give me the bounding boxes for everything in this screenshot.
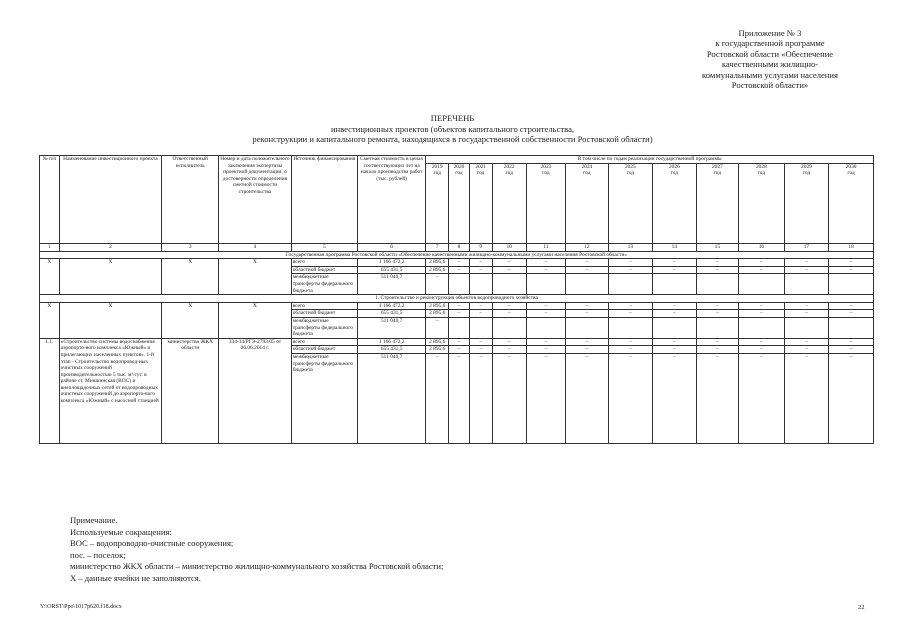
cell-x: Х	[59, 302, 162, 338]
cell-dash: –	[829, 346, 874, 354]
appendix-block	[675, 28, 865, 90]
col-number: 2	[59, 243, 162, 251]
col-number: 11	[526, 243, 565, 251]
cell-dash: –	[829, 302, 874, 310]
cell-dash: –	[608, 338, 653, 346]
col-number: 15	[696, 243, 738, 251]
header-year: 2030 год	[829, 163, 874, 243]
cell-dash: –	[449, 302, 470, 310]
col-number: 7	[426, 243, 449, 251]
cell-dash: –	[449, 266, 470, 274]
header-num: № п/п	[40, 156, 60, 244]
header-year: 2024 год	[566, 163, 608, 243]
cell-dash: –	[426, 317, 449, 338]
cell-dash: –	[526, 266, 565, 274]
cell-cost: 511 040,7	[357, 353, 425, 443]
cell-dash: –	[526, 302, 565, 310]
cell-x: Х	[59, 259, 162, 295]
appendix-line: к государственной программе	[715, 38, 825, 49]
cell-dash: –	[739, 310, 785, 318]
cell-x: Х	[40, 259, 60, 295]
cell-dash: –	[469, 259, 492, 267]
note-line: Используемые сокращения:	[70, 526, 172, 537]
item-expertise: 334-14/РГЭ-2793/05 от 06.06.2014 г.	[219, 338, 292, 443]
cell-dash: –	[449, 353, 470, 443]
cell-dash: –	[526, 353, 565, 443]
header-year: 2022 год	[492, 163, 526, 243]
cell-dash: –	[566, 310, 608, 318]
cell-dash: –	[739, 266, 785, 274]
cell-2019: 2 895,6	[426, 346, 449, 354]
document-subtitle	[0, 124, 905, 145]
cell-dash: –	[566, 302, 608, 310]
cell-dash: –	[449, 259, 470, 267]
header-expertise: Номер и дата положительного заключения экспертизы проектной документации, о достоверности определения сметной стоимости строительства	[219, 156, 292, 244]
cell-dash: –	[739, 259, 785, 267]
col-number: 18	[829, 243, 874, 251]
col-number: 1	[40, 243, 60, 251]
cell-x: Х	[162, 259, 219, 295]
cell-dash: –	[653, 353, 697, 443]
cell-dash: –	[653, 310, 697, 318]
col-number: 3	[162, 243, 219, 251]
cell-dash: –	[492, 310, 526, 318]
col-number: 6	[357, 243, 425, 251]
note-line: министерство ЖКХ области – министерство жилищно-коммунального хозяйства Ростовской области;	[70, 561, 444, 572]
table-row	[40, 259, 874, 267]
appendix-line: коммунальными услугами населения	[702, 69, 838, 80]
cell-x: Х	[162, 302, 219, 338]
cell-dash: –	[784, 310, 829, 318]
cell-dash: –	[608, 346, 653, 354]
cell-source: межбюджетные трансферты федерального бюджета	[291, 353, 357, 443]
cell-dash: –	[696, 338, 738, 346]
cell-dash: –	[608, 353, 653, 443]
cell-cost: 1 166 472,2	[357, 338, 425, 346]
cell-dash: –	[469, 338, 492, 346]
cell-2019: 2 895,6	[426, 259, 449, 267]
cell-dash: –	[469, 346, 492, 354]
section-sub-row: 1. Строительство и реконструкция объектов водопроводного хозяйства	[40, 295, 874, 303]
cell-dash: –	[469, 310, 492, 318]
header-year: 2029 год	[784, 163, 829, 243]
cell-dash: –	[469, 266, 492, 274]
header-executor: Ответственный исполнитель	[162, 156, 219, 244]
appendix-line: качественными жилищно-	[721, 59, 819, 70]
cell-dash: –	[566, 353, 608, 443]
cell-cost: 511 040,7	[357, 317, 425, 338]
col-number: 9	[469, 243, 492, 251]
cell-dash: –	[829, 353, 874, 443]
cell-dash: –	[526, 338, 565, 346]
cell-dash: –	[492, 266, 526, 274]
cell-dash: –	[449, 310, 470, 318]
cell-dash: –	[653, 266, 697, 274]
footer-file-path: Y:\ORST\Ppo\1017p620.f18.docx	[40, 604, 122, 610]
cell-dash: –	[696, 302, 738, 310]
cell-source: областной бюджет	[291, 310, 357, 318]
cell-dash: –	[653, 346, 697, 354]
section-program-row: Государственная программа Ростовской области «Обеспечение качественными жилищно-коммунальными услугами населения Ростовской области»	[40, 251, 874, 259]
cell-dash: –	[829, 266, 874, 274]
note-line: Х – данные ячейки не заполняются.	[70, 572, 201, 583]
header-year: 2025 год	[608, 163, 653, 243]
subtitle-line: реконструкции и капитального ремонта, находящихся в государственной собственности Ростовской области)	[252, 134, 653, 145]
cell-dash: –	[653, 302, 697, 310]
cell-dash: –	[449, 346, 470, 354]
appendix-line: Приложение № 3	[738, 28, 802, 38]
header-year: 2023 год	[526, 163, 565, 243]
col-number: 13	[608, 243, 653, 251]
cell-dash: –	[449, 338, 470, 346]
cell-cost: 511 040,7	[357, 274, 425, 295]
cell-cost: 655 431,5	[357, 266, 425, 274]
cell-dash: –	[469, 353, 492, 443]
cell-dash: –	[566, 338, 608, 346]
cell-dash: –	[526, 259, 565, 267]
cell-dash: –	[653, 338, 697, 346]
notes-block	[70, 515, 443, 585]
note-line: пос. – поселок;	[70, 549, 126, 560]
appendix-line: Ростовской области «Обеспечение	[706, 48, 834, 59]
cell-x: Х	[219, 302, 292, 338]
header-year: 2026 год	[653, 163, 697, 243]
cell-dash: –	[426, 353, 449, 443]
header-year: 2019 год	[426, 163, 449, 243]
cell-dash: –	[829, 310, 874, 318]
cell-dash: –	[784, 302, 829, 310]
col-number: 17	[784, 243, 829, 251]
note-line: ВОС – водопроводно-очистные сооружения;	[70, 538, 234, 549]
item-num: 1.1.	[40, 338, 60, 443]
cell-dash: –	[696, 266, 738, 274]
document-heading: ПЕРЕЧЕНЬ	[430, 113, 475, 123]
header-year: 2028 год	[739, 163, 785, 243]
item-executor: министерство ЖКХ области	[162, 338, 219, 443]
table-row	[40, 302, 874, 310]
cell-dash: –	[784, 259, 829, 267]
cell-dash: –	[784, 266, 829, 274]
cell-dash: –	[739, 338, 785, 346]
note-line: Примечание.	[70, 515, 118, 525]
col-number: 8	[449, 243, 470, 251]
cell-dash: –	[696, 259, 738, 267]
cell-dash: –	[696, 310, 738, 318]
cell-source: межбюджетные трансферты федерального бюджета	[291, 274, 357, 295]
cell-dash: –	[426, 274, 449, 295]
cell-dash: –	[696, 346, 738, 354]
cell-dash: –	[696, 353, 738, 443]
cell-cost: 655 431,5	[357, 346, 425, 354]
cell-source: всего	[291, 302, 357, 310]
header-name: Наименование инвестиционного проекта	[59, 156, 162, 244]
cell-dash: –	[526, 310, 565, 318]
cell-dash: –	[526, 346, 565, 354]
cell-dash: –	[739, 302, 785, 310]
cell-source: всего	[291, 338, 357, 346]
cell-dash: –	[492, 302, 526, 310]
subtitle-line: инвестиционных проектов (объектов капитального строительства,	[330, 124, 575, 134]
cell-dash: –	[784, 353, 829, 443]
header-years-group: В том числе по годам реализации государственной программы	[426, 156, 874, 164]
cell-dash: –	[608, 259, 653, 267]
page-number: 22	[858, 604, 865, 611]
header-year: 2021 год	[469, 163, 492, 243]
cell-x: Х	[219, 259, 292, 295]
header-cost: Сметная стоимость в ценах соответствующих лет на начало производства работ (тыс. рублей)	[357, 156, 425, 244]
column-number-row	[40, 243, 874, 251]
cell-dash: –	[469, 302, 492, 310]
col-number: 12	[566, 243, 608, 251]
item-name: «Строительство системы водоснабжения аэропорто-вого комплекса «Южный» и прилегающих населенных пунктов». 1-й этап - Строительство водопровод-ных очистных сооружений производительностью 5 тыс. м³/сут. в районе ст. Мишкинская (ВОС) и внеплощадочных сетей от водопроводных очистных сооружений до аэропорто-вого комплекса «Южный» с насосной станцией	[59, 338, 162, 443]
cell-dash: –	[608, 302, 653, 310]
cell-dash: –	[492, 353, 526, 443]
cell-cost: 655 431,5	[357, 310, 425, 318]
cell-dash: –	[566, 259, 608, 267]
cell-dash: –	[492, 259, 526, 267]
col-number: 14	[653, 243, 697, 251]
appendix-line: Ростовской области»	[731, 80, 809, 91]
cell-cost: 1 166 472,2	[357, 259, 425, 267]
cell-dash: –	[653, 259, 697, 267]
cell-dash: –	[608, 310, 653, 318]
cell-dash: –	[492, 338, 526, 346]
cell-dash: –	[492, 346, 526, 354]
cell-dash: –	[784, 346, 829, 354]
cell-dash: –	[739, 346, 785, 354]
cell-x: Х	[40, 302, 60, 338]
col-number: 4	[219, 243, 292, 251]
col-number: 10	[492, 243, 526, 251]
header-year: 2027 год	[696, 163, 738, 243]
cell-dash: –	[608, 266, 653, 274]
cell-source: областной бюджет	[291, 266, 357, 274]
cell-2019: 2 895,6	[426, 310, 449, 318]
cell-source: межбюджетные трансферты федерального бюджета	[291, 317, 357, 338]
header-source: Источник финансирования	[291, 156, 357, 244]
cell-cost: 1 166 472,2	[357, 302, 425, 310]
cell-source: всего	[291, 259, 357, 267]
cell-source: областной бюджет	[291, 346, 357, 354]
header-year: 2020 год	[449, 163, 470, 243]
cell-dash: –	[739, 353, 785, 443]
cell-2019: 2 895,6	[426, 302, 449, 310]
cell-dash: –	[829, 338, 874, 346]
cell-dash: –	[829, 259, 874, 267]
cell-dash: –	[566, 266, 608, 274]
investment-projects-table	[39, 155, 874, 444]
cell-dash: –	[784, 338, 829, 346]
col-number: 5	[291, 243, 357, 251]
cell-2019: 2 895,6	[426, 266, 449, 274]
table-row	[40, 338, 874, 346]
col-number: 16	[739, 243, 785, 251]
cell-dash: –	[566, 346, 608, 354]
cell-2019: 2 895,6	[426, 338, 449, 346]
